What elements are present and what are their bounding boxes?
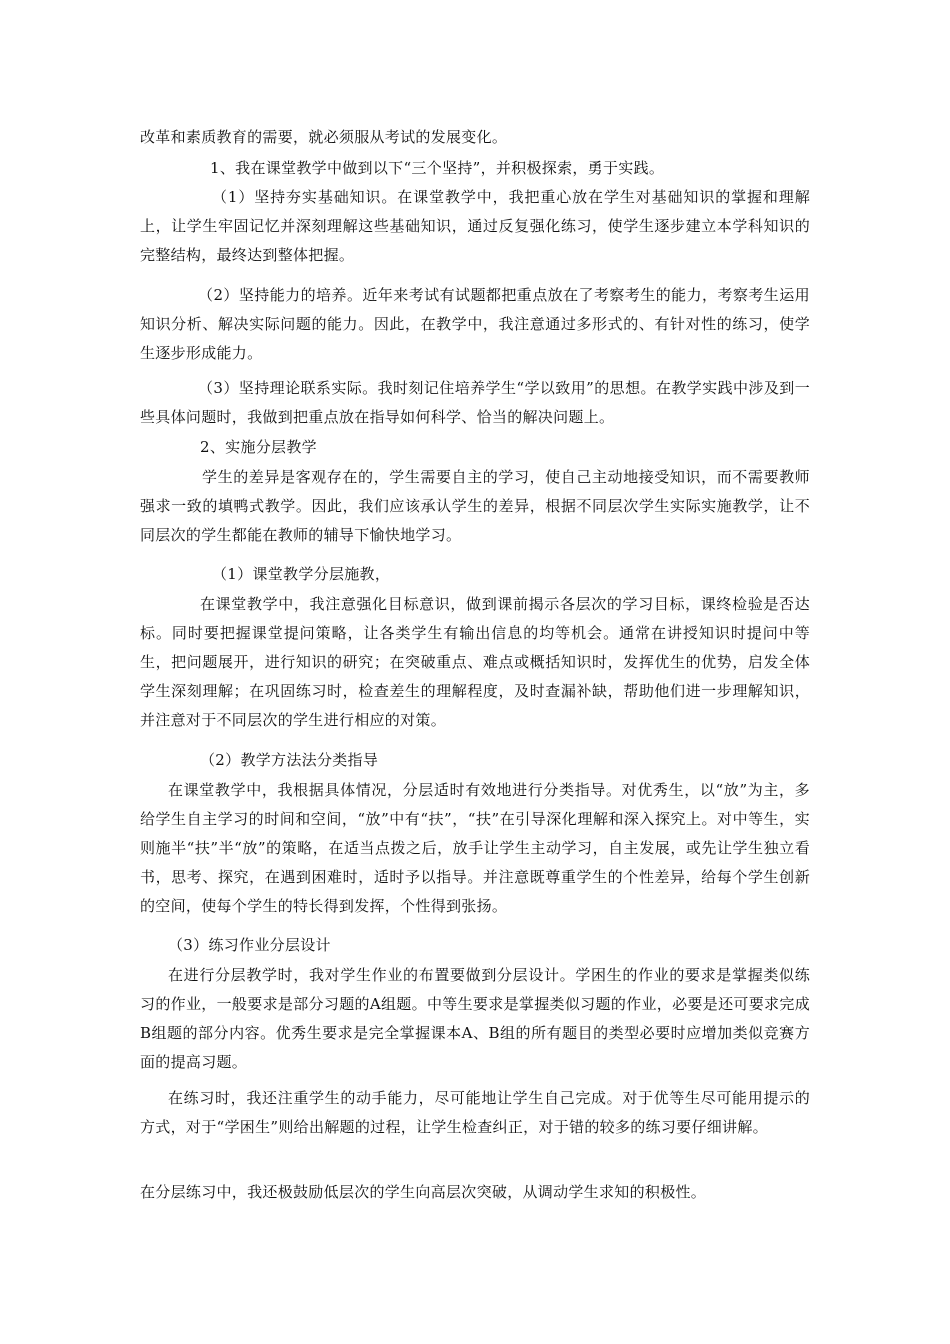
paragraph-9: 在课堂教学中，我注意强化目标意识，做到课前揭示各层次的学习目标，课终检验是否达标。同时要把握课堂提问策略，让各类学生有输出信息的均等机会。通常在讲授知识时提问中等生，把问题展开，进行知识的研究；在突破重点、难点或概括知识时，发挥优生的优势，启发全体学生深刻理解；在巩固练习时，检查差生的理解程度，及时查漏补缺，帮助他们进一步理解知识，并注意对于不同层次的学生进行相应的对策。	[140, 595, 810, 729]
paragraph-11: 在课堂教学中，我根据具体情况，分层适时有效地进行分类指导。对优秀生，以“放”为主，多给学生自主学习的时间和空间，“放”中有“扶”，“扶”在引导深化理解和深入探究上。对中等生，实则施半“扶”半“放”的策略，在适当点拨之后，放手让学生主动学习，自主发展，或先让学生独立看书，思考、探究，在遇到困难时，适时予以指导。并注意既尊重学生的个性差异，给每个学生创新的空间，使每个学生的特长得到发挥，个性得到张扬。	[140, 781, 810, 915]
paragraph-7: 学生的差异是客观存在的，学生需要自主的学习，使自己主动地接受知识，而不需要教师强求一致的填鸭式教学。因此，我们应该承认学生的差异，根据不同层次学生实际实施教学，让不同层次的学生都能在教师的辅导下愉快地学习。	[140, 468, 810, 544]
paragraph-6: 2、实施分层教学	[200, 438, 317, 456]
paragraph-14: 在练习时，我还注重学生的动手能力，尽可能地让学生自己完成。对于优等生尽可能用提示的方式，对于“学困生”则给出解题的过程，让学生检查纠正，对于错的较多的练习要仔细讲解。	[140, 1089, 810, 1136]
paragraph-5: （3）坚持理论联系实际。我时刻记住培养学生“学以致用”的思想。在教学实践中涉及到一些具体问题时，我做到把重点放在指导如何科学、恰当的解决问题上。	[140, 379, 810, 426]
paragraph-13: 在进行分层教学时，我对学生作业的布置要做到分层设计。学困生的作业的要求是掌握类似练习的作业，一般要求是部分习题的A组题。中等生要求是掌握类似习题的作业，必要是还可要求完成B组题的部分内容。优秀生要求是完全掌握课本A、B组的所有题目的类型必要时应增加类似竞赛方面的提高习题。	[140, 966, 810, 1071]
paragraph-3: （1）坚持夯实基础知识。在课堂教学中，我把重心放在学生对基础知识的掌握和理解上，让学生牢固记忆并深刻理解这些基础知识，通过反复强化练习，使学生逐步建立本学科知识的完整结构，最终达到整体把握。	[140, 188, 810, 264]
paragraph-12: （3）练习作业分层设计	[168, 936, 331, 954]
paragraph-8: （1）课堂教学分层施教，	[212, 565, 391, 583]
paragraph-4: （2）坚持能力的培养。近年来考试有试题都把重点放在了考察考生的能力，考察考生运用知识分析、解决实际问题的能力。因此，在教学中，我注意通过多形式的、有针对性的练习，使学生逐步形成能力。	[140, 286, 810, 362]
paragraph-2: 1、我在课堂教学中做到以下“三个坚持”，并积极探索，勇于实践。	[210, 159, 665, 177]
paragraph-1: 改革和素质教育的需要，就必须服从考试的发展变化。	[140, 128, 508, 146]
paragraph-10: （2）教学方法法分类指导	[200, 751, 379, 769]
paragraph-15: 在分层练习中，我还极鼓励低层次的学生向高层次突破，从调动学生求知的积极性。	[140, 1183, 707, 1201]
